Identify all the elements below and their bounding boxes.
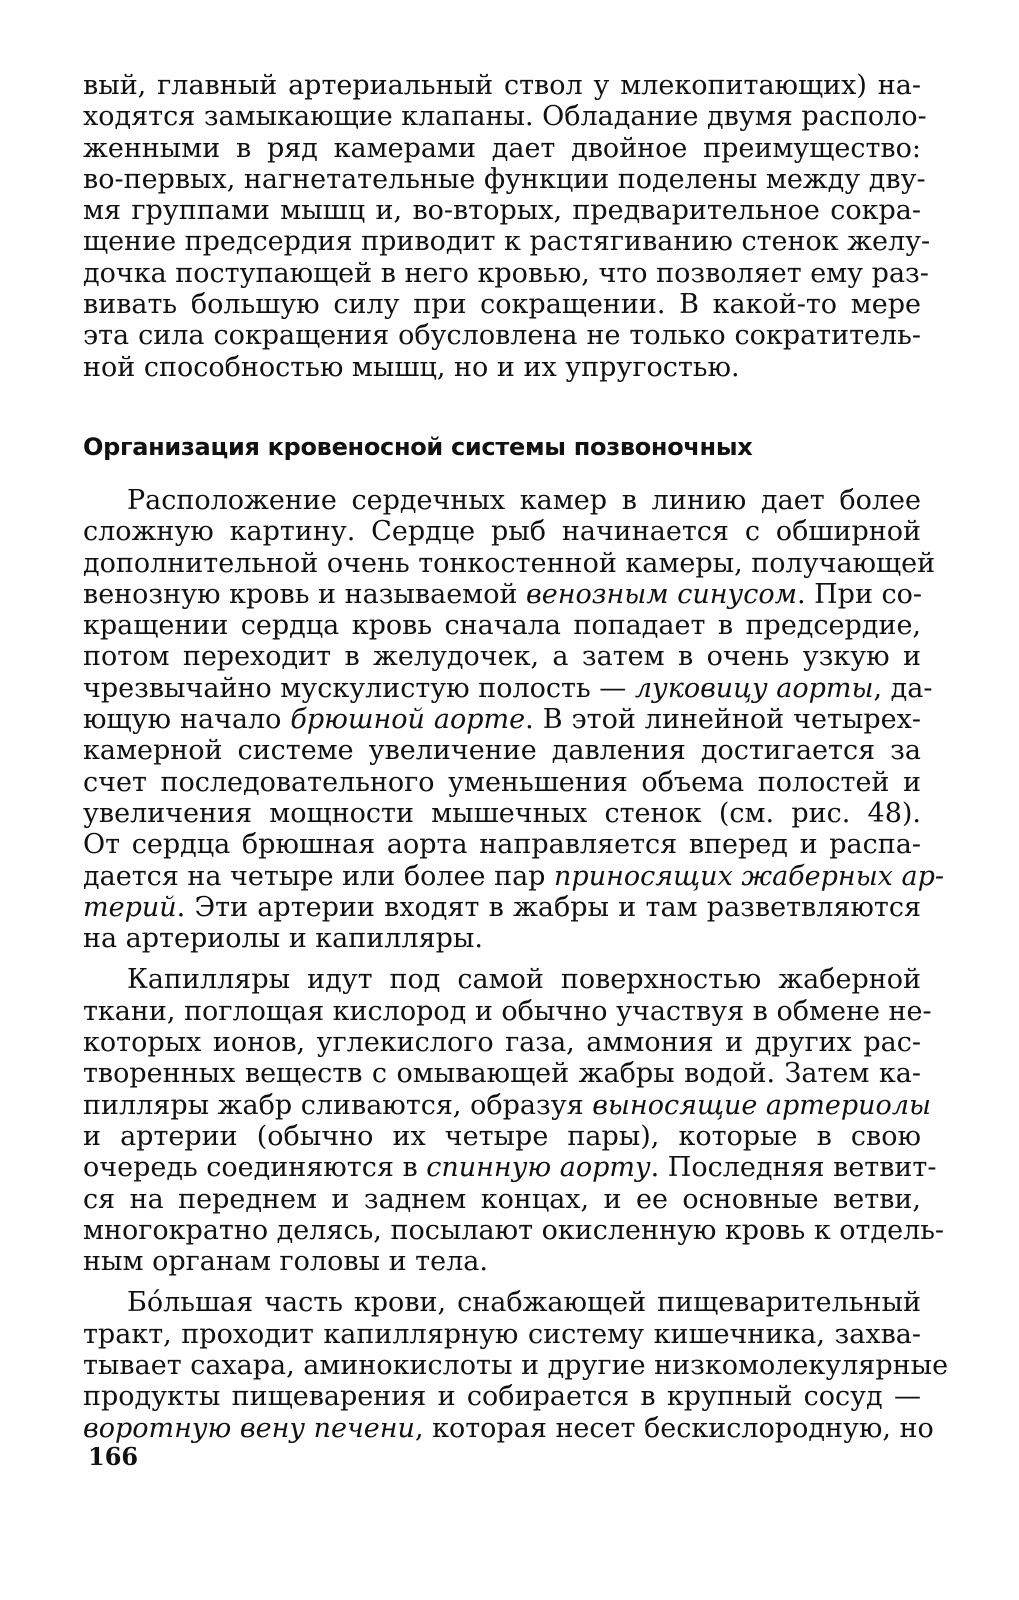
paragraph-4 [83, 1287, 949, 1444]
paragraph-1 [83, 70, 931, 383]
italic-term: выносящие артериолы [592, 1089, 931, 1121]
page-content [83, 70, 949, 1444]
text-line: женными в ряд камерами дает двойное преимущество: [83, 132, 921, 164]
italic-term: брюшной аорте [290, 704, 526, 736]
text-fragment: дается на четыре или более пар [83, 860, 555, 892]
text-line [83, 579, 921, 610]
text-line [83, 1412, 934, 1444]
text-line [83, 672, 933, 704]
text-line: Капилляры идут под самой поверхностью жаберной [127, 964, 921, 996]
text-line: потом переходит в желудочек, а затем в очень узкую и [83, 641, 921, 673]
text-fragment: венозную кровь и называемой [83, 578, 527, 610]
text-line [83, 1089, 931, 1121]
text-line: Бóльшая часть крови, снабжающей пищеварительный [127, 1287, 921, 1319]
text-line: ной способностью мышц, но и их упругостью. [83, 351, 740, 383]
text-fragment: . В этой линейной четырех- [525, 704, 921, 736]
text-line: многократно делясь, посылают окисленную кровь к отдель- [83, 1214, 945, 1246]
text-line: Расположение сердечных камер в линию дает более [127, 484, 921, 516]
text-line: счет последовательного уменьшения объема полостей и [83, 766, 921, 798]
text-line: которых ионов, углекислого газа, аммония и других рас- [83, 1027, 921, 1059]
text-fragment: , которая несет бескислородную, но [414, 1412, 934, 1444]
text-fragment: . Последняя ветвит- [650, 1152, 937, 1184]
text-line: на артериолы и капилляры. [83, 923, 483, 955]
italic-term: приносящих жаберных ар- [554, 860, 944, 892]
text-line: От сердца брюшная аорта направляется вперед и распа- [83, 829, 921, 861]
text-line: ткани, поглощая кислород и обычно участвуя в обмене не- [83, 995, 932, 1027]
italic-term: луковицу аорты [634, 672, 874, 704]
text-line [83, 1152, 937, 1184]
text-line: и артерии (обычно их четыре пары), которые в свою [83, 1120, 921, 1152]
text-line: щение предсердия приводит к растягиванию стенок желу- [83, 226, 931, 258]
text-line [83, 892, 921, 923]
italic-term: венозным синусом [526, 578, 797, 610]
text-line: дополнительной очень тонкостенной камеры, получающей [83, 547, 936, 579]
text-line: творенных веществ с омывающей жабры водой. Затем ка- [83, 1058, 921, 1090]
text-line: ным органам головы и тела. [83, 1246, 488, 1278]
text-line [83, 860, 944, 892]
text-line: ходятся замыкающие клапаны. Обладание двумя располо- [83, 101, 927, 133]
text-line: ся на переднем и заднем концах, и ее основные ветви, [83, 1183, 921, 1215]
italic-term: терий [83, 891, 177, 923]
paragraph-gap [83, 954, 921, 964]
paragraph-3 [83, 964, 945, 1278]
text-line [83, 704, 921, 735]
italic-term: воротную вену печени [83, 1412, 415, 1444]
section-heading: Организация кровеносной системы позвоночных [83, 432, 753, 461]
text-line: тракт, проходит капиллярную систему кишечника, захва- [83, 1318, 921, 1350]
text-line: мя группами мышц и, во-вторых, предварительное сокра- [83, 195, 921, 227]
text-fragment: ющую начало [83, 704, 291, 736]
text-line: эта сила сокращения обусловлена не только сократитель- [83, 320, 921, 352]
text-line: вый, главный артериальный ствол у млекопитающих) на- [83, 70, 921, 101]
text-line: продукты пищеварения и собирается в крупный сосуд — [83, 1381, 921, 1413]
text-fragment: пилляры жабр сливаются, образуя [83, 1089, 593, 1121]
text-line: сложную картину. Сердце рыб начинается с обширной [83, 516, 921, 548]
page-number: 166 [88, 1442, 139, 1471]
text-line: вивать большую силу при сокращении. В какой-то мере [83, 289, 921, 321]
text-fragment: . При со- [796, 578, 923, 610]
text-line: камерной системе увеличение давления достигается за [83, 735, 921, 767]
text-fragment: , да- [873, 672, 933, 704]
text-line: кращении сердца кровь сначала попадает в предсердие, [83, 610, 921, 642]
paragraph-gap [83, 1277, 921, 1287]
italic-term: спинную аорту [426, 1152, 651, 1184]
text-fragment: чрезвычайно мускулистую полость — [83, 672, 635, 704]
text-line: увеличения мощности мышечных стенок (см. рис. 48). [83, 797, 921, 829]
text-line: дочка поступающей в него кровью, что позволяет ему раз- [83, 257, 929, 289]
text-fragment: . Эти артерии входят в жабры и там разветвляются [176, 891, 921, 923]
paragraph-2 [83, 484, 944, 955]
text-line: тывает сахара, аминокислоты и другие низкомолекулярные [83, 1349, 949, 1381]
text-line: во-первых, нагнетательные функции поделены между дву- [83, 163, 926, 195]
text-fragment: очередь соединяются в [83, 1152, 427, 1184]
